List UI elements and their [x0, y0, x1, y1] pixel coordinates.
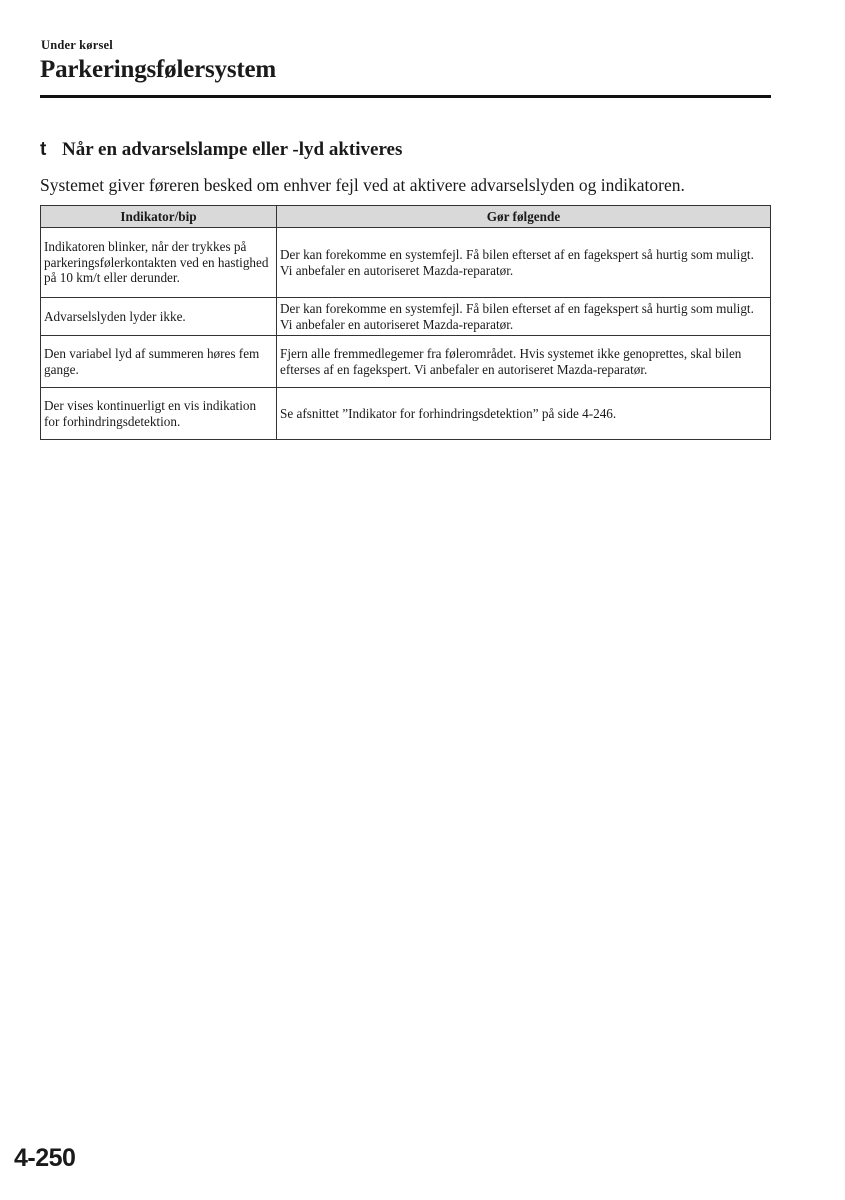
- action-cell: Der kan forekomme en systemfejl. Få bilen efterset af en fagekspert så hurtig som muligt. Vi anbefaler en autoriseret Mazda-reparatør.: [277, 228, 771, 298]
- intro-paragraph: Systemet giver føreren besked om enhver fejl ved at aktivere advarselslyden og indikatoren.: [40, 175, 685, 195]
- table-row: [41, 336, 771, 388]
- indicator-cell: Indikatoren blinker, når der trykkes på parkeringsfølerkontakten ved en hastighed på 10 km/t eller derunder.: [41, 228, 277, 298]
- bullet-icon: t: [40, 139, 47, 160]
- table-header-indicator: Indikator/bip: [41, 206, 277, 228]
- title-rule: [40, 95, 771, 98]
- page-title: Parkeringsfølersystem: [40, 56, 277, 83]
- warning-table: [40, 205, 771, 440]
- table-header-action: Gør følgende: [277, 206, 771, 228]
- section-label: Under kørsel: [41, 38, 113, 52]
- page-number: 4-250: [14, 1144, 76, 1172]
- action-cell: Der kan forekomme en systemfejl. Få bilen efterset af en fagekspert så hurtig som muligt. Vi anbefaler en autoriseret Mazda-reparatør.: [277, 298, 771, 336]
- table-row: [41, 298, 771, 336]
- indicator-cell: Der vises kontinuerligt en vis indikation for forhindringsdetektion.: [41, 388, 277, 440]
- indicator-cell: Advarselslyden lyder ikke.: [41, 298, 277, 336]
- table-row: [41, 388, 771, 440]
- table-header-row: [41, 206, 771, 228]
- table-row: [41, 228, 771, 298]
- action-cell: Se afsnittet ”Indikator for forhindringsdetektion” på side 4-246.: [277, 388, 771, 440]
- section-heading: [40, 139, 402, 161]
- action-cell: Fjern alle fremmedlegemer fra følerområdet. Hvis systemet ikke genoprettes, skal bilen efterses af en fagekspert. Vi anbefaler en autoriseret Mazda-reparatør.: [277, 336, 771, 388]
- indicator-cell: Den variabel lyd af summeren høres fem gange.: [41, 336, 277, 388]
- section-heading-text: Når en advarselslampe eller -lyd aktiveres: [62, 139, 403, 160]
